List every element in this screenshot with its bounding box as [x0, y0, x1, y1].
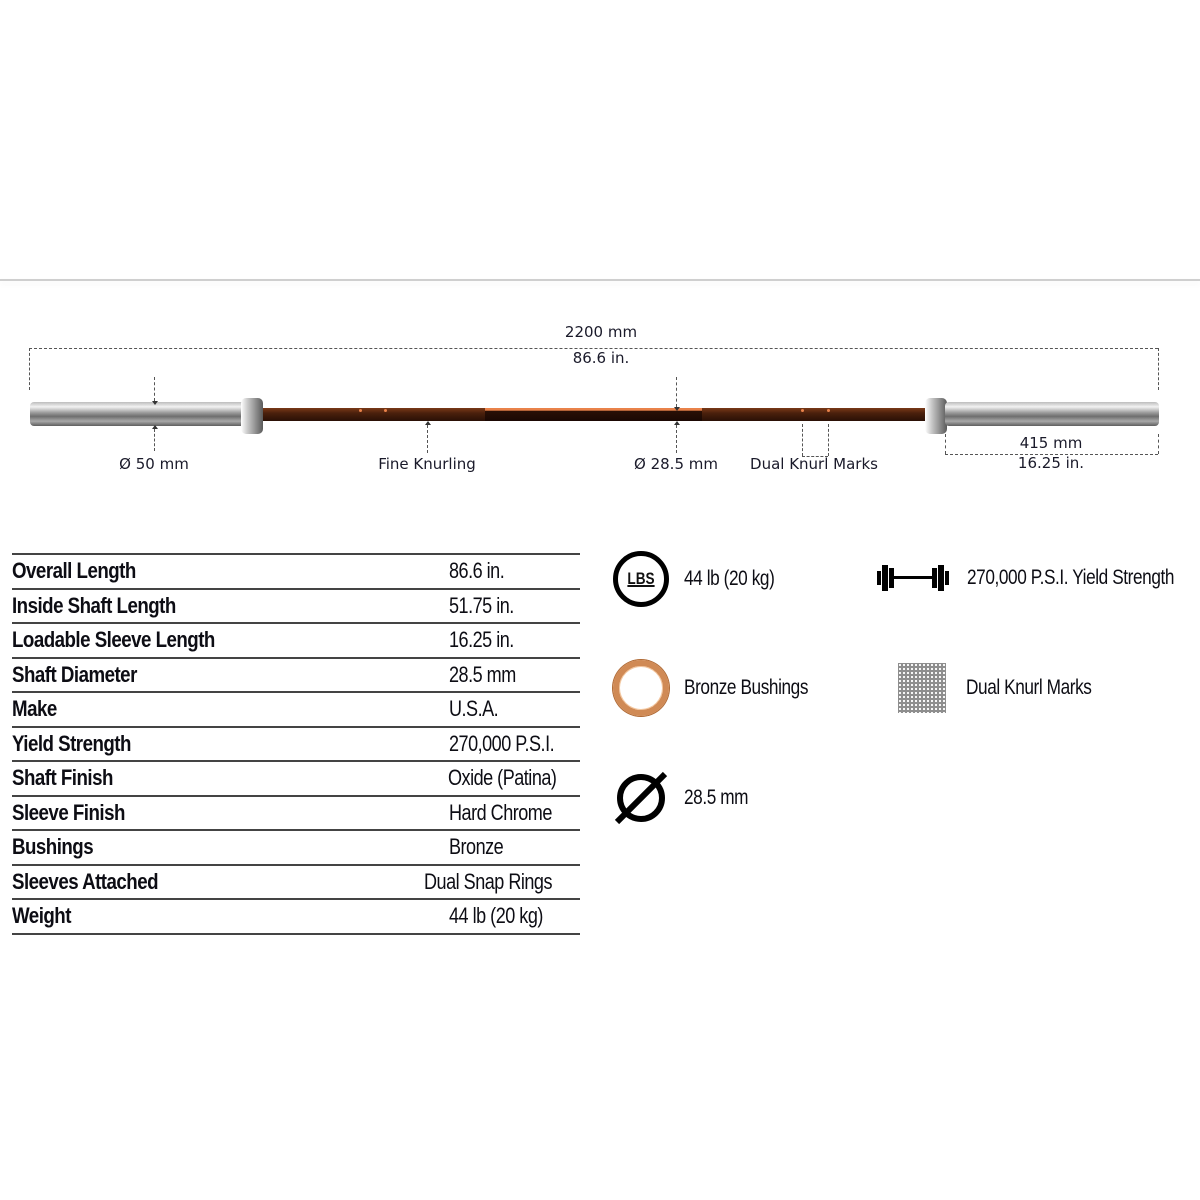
sleeve-length-in: 16.25 in.	[1017, 454, 1085, 472]
knurl-pattern-icon	[898, 663, 946, 713]
section-divider	[0, 279, 1200, 281]
spec-value: 51.75 in.	[449, 592, 514, 618]
spec-row-bushings	[12, 831, 580, 866]
feature-label: Bronze Bushings	[684, 676, 809, 699]
left-sleeve	[30, 402, 245, 426]
knurl-mark	[384, 409, 387, 412]
knurl-mark	[827, 409, 830, 412]
feature-bushings	[613, 660, 835, 716]
spec-row-sleeves-attached	[12, 866, 580, 901]
spec-label: Overall Length	[12, 558, 136, 584]
shaft-diameter-arrow-bottom	[676, 425, 677, 453]
spec-value: Dual Snap Rings	[423, 868, 552, 894]
spec-value: U.S.A.	[449, 696, 499, 722]
knurl-mark	[359, 409, 362, 412]
spec-row-loadable-sleeve-length	[12, 624, 580, 659]
spec-row-overall-length	[12, 555, 580, 590]
spec-row-shaft-diameter	[12, 659, 580, 694]
spec-value: 16.25 in.	[449, 627, 514, 653]
lbs-icon-text: LBS	[627, 569, 655, 588]
spec-row-sleeve-finish	[12, 797, 580, 832]
overall-length-in: 86.6 in.	[572, 349, 630, 367]
sleeve-length-bracket-right	[1158, 434, 1159, 454]
overall-length-bracket-right	[1158, 348, 1159, 390]
shaft-right-knurl	[702, 408, 928, 421]
spec-value: Hard Chrome	[449, 799, 552, 825]
shaft-left-knurl	[263, 408, 485, 421]
knurl-marks-label: Dual Knurl Marks	[750, 455, 878, 473]
knurl-marks-bracket-right	[828, 424, 829, 456]
bronze-ring-icon	[613, 660, 669, 716]
feature-label: 28.5 mm	[684, 786, 749, 809]
spec-label: Sleeve Finish	[12, 799, 125, 825]
overall-length-mm: 2200 mm	[564, 323, 638, 341]
spec-label: Bushings	[12, 834, 94, 860]
spec-label: Sleeves Attached	[12, 868, 159, 894]
feature-knurl-marks	[898, 663, 1119, 713]
left-collar	[241, 398, 263, 434]
shaft-diameter-arrow-top	[676, 377, 677, 407]
diameter-icon	[613, 770, 669, 826]
spec-label: Inside Shaft Length	[12, 592, 176, 618]
spec-value: Oxide (Patina)	[447, 765, 557, 791]
shaft-diameter-label: Ø 28.5 mm	[634, 455, 718, 473]
spec-value: 86.6 in.	[449, 558, 505, 584]
spec-label: Weight	[12, 903, 71, 929]
sleeve-length-bracket-left	[945, 434, 946, 454]
sleeve-length-mm: 415 mm	[1019, 434, 1083, 452]
knurl-mark	[801, 409, 804, 412]
feature-weight	[613, 551, 794, 607]
overall-length-bracket-left	[29, 348, 30, 390]
spec-value: Bronze	[449, 834, 504, 860]
spec-label: Yield Strength	[12, 730, 131, 756]
knurling-label: Fine Knurling	[378, 455, 476, 473]
shaft-center	[485, 408, 702, 421]
feature-yield-strength	[877, 562, 1200, 594]
spec-row-weight	[12, 900, 580, 935]
right-sleeve	[945, 402, 1159, 426]
feature-diameter	[613, 770, 762, 826]
feature-label: 270,000 P.S.I. Yield Strength	[967, 566, 1175, 589]
spec-row-yield-strength	[12, 728, 580, 763]
right-collar	[925, 398, 947, 434]
spec-label: Shaft Finish	[12, 765, 113, 791]
spec-row-shaft-finish	[12, 762, 580, 797]
spec-table	[12, 553, 580, 935]
knurling-arrow	[427, 425, 428, 453]
barbell-icon	[877, 562, 949, 594]
sleeve-diameter-label: Ø 50 mm	[119, 455, 189, 473]
spec-label: Loadable Sleeve Length	[12, 627, 215, 653]
lbs-icon	[613, 551, 669, 607]
sleeve-diameter-arrow-top	[154, 377, 155, 401]
spec-value: 44 lb (20 kg)	[449, 903, 543, 929]
spec-row-make	[12, 693, 580, 728]
spec-value: 28.5 mm	[449, 661, 516, 687]
knurl-marks-bracket-left	[802, 424, 803, 456]
spec-label: Shaft Diameter	[12, 661, 137, 687]
spec-label: Make	[12, 696, 57, 722]
spec-value: 270,000 P.S.I.	[449, 730, 555, 756]
spec-row-inside-shaft-length	[12, 590, 580, 625]
feature-label: Dual Knurl Marks	[966, 676, 1092, 699]
sleeve-diameter-arrow-bottom	[154, 429, 155, 451]
feature-label: 44 lb (20 kg)	[684, 567, 775, 590]
